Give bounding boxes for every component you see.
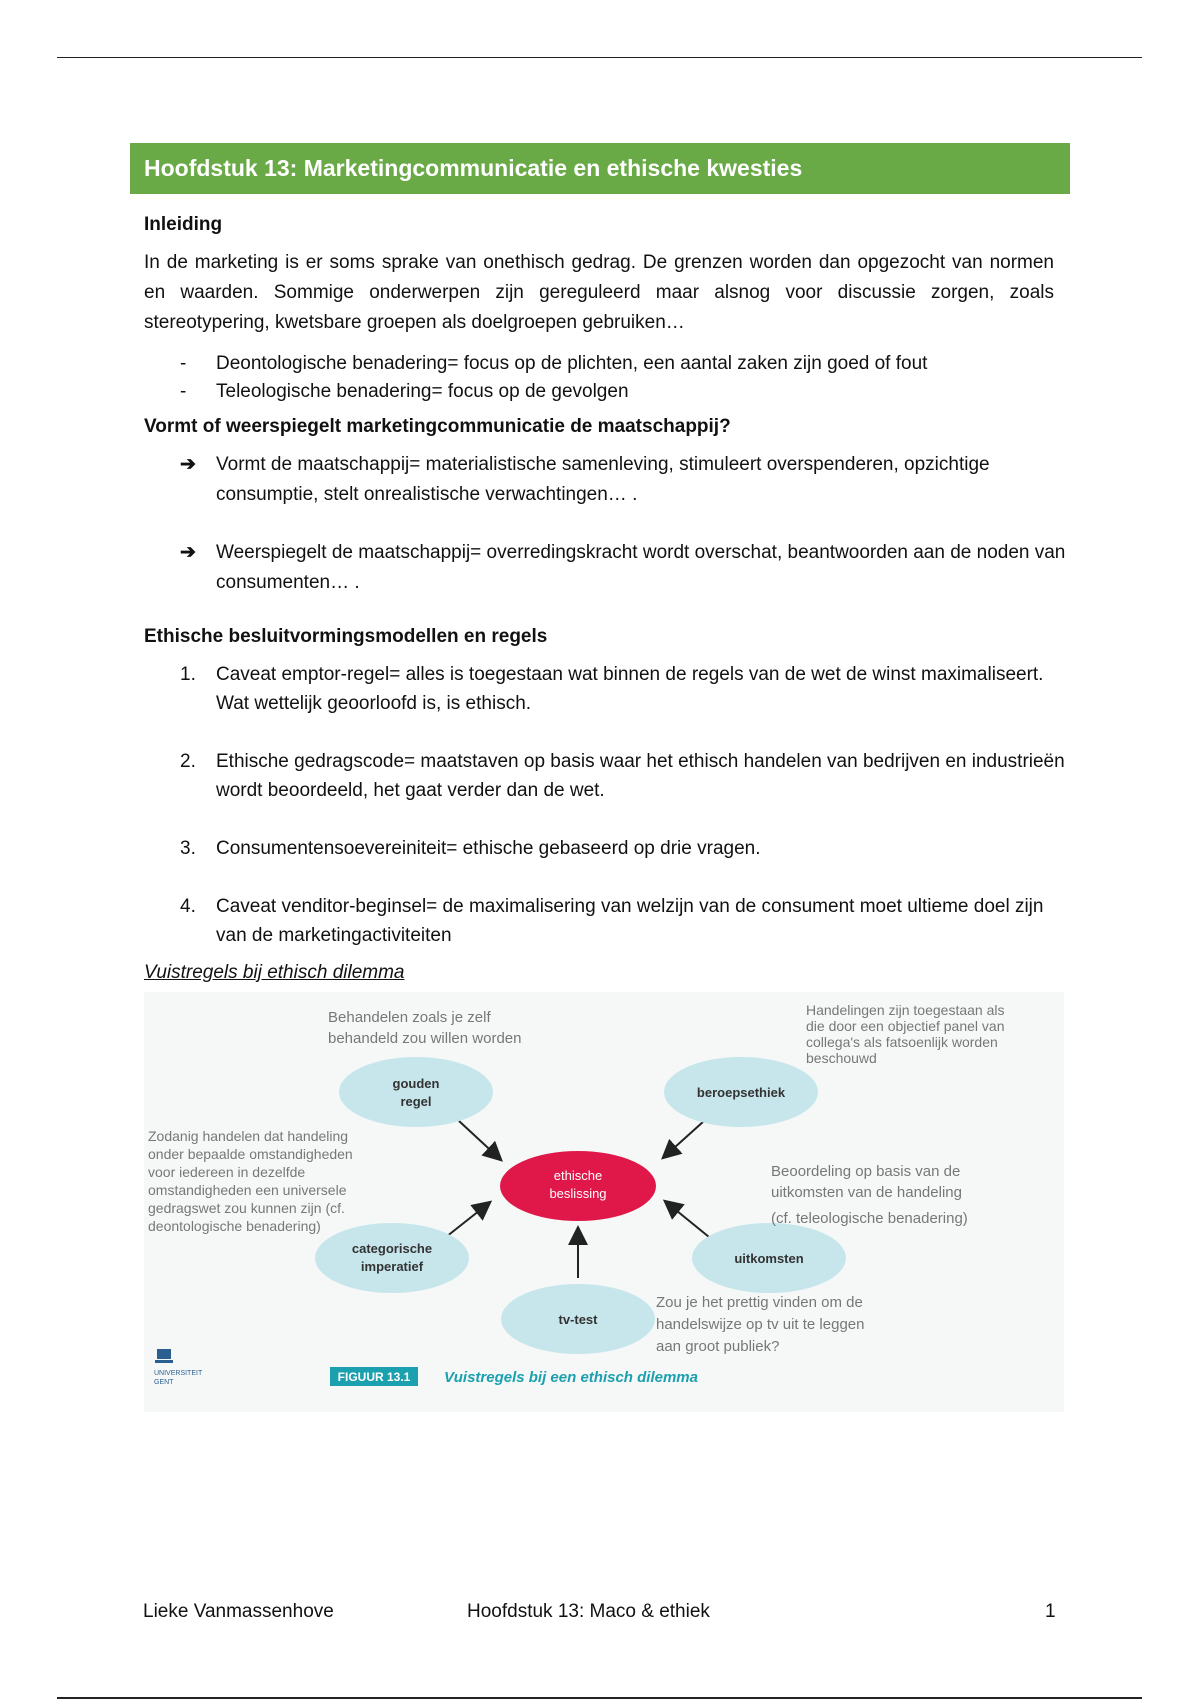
models-heading: Ethische besluitvormingsmodellen en regels <box>144 626 548 647</box>
intro-bullets <box>130 350 1070 406</box>
svg-text:onder bepaalde omstandigheden: onder bepaalde omstandigheden <box>148 1146 353 1162</box>
intro-paragraph: In de marketing is er soms sprake van onethisch gedrag. De grenzen worden dan opgezocht van normen en waarden. Sommige onderwerpen zijn gereguleerd maar alsnog voor discussie zorgen, zoals stereotypering, kwetsbare groepen als doelgroepen gebruiken… <box>144 252 1054 333</box>
svg-text:behandeld zou willen worden: behandeld zou willen worden <box>328 1030 522 1047</box>
note-tvtest <box>656 1294 864 1355</box>
note-gouden <box>328 1009 521 1047</box>
svg-text:die door een objectief panel v: die door een objectief panel van <box>806 1018 1005 1034</box>
arrow-gouden <box>459 1121 500 1159</box>
arrow-beroeps <box>664 1121 704 1157</box>
node-gouden-label-2: regel <box>400 1094 432 1109</box>
note-beroeps <box>806 1002 1004 1066</box>
node-tvtest-label: tv-test <box>558 1312 598 1327</box>
svg-text:Zodanig handelen dat handeling: Zodanig handelen dat handeling <box>148 1128 349 1144</box>
list-item: - Teleologische benadering= focus op de gevolgen <box>180 381 629 402</box>
society-list <box>130 450 1070 598</box>
svg-text:Handelingen zijn toegestaan al: Handelingen zijn toegestaan als <box>806 1002 1005 1018</box>
svg-text:Behandelen zoals je zelf: Behandelen zoals je zelf <box>328 1009 491 1026</box>
svg-text:Zou je het prettig vinden om d: Zou je het prettig vinden om de <box>656 1294 863 1311</box>
arrow-categorisch <box>446 1203 489 1237</box>
node-categorisch-label-1: categorische <box>351 1241 433 1256</box>
figure-caption: Vuistregels bij een ethisch dilemma <box>444 1369 698 1386</box>
list-item: 3. Consumentensoevereiniteit= ethische gebaseerd op drie vragen. <box>180 838 761 859</box>
list-item: - Deontologische benadering= focus op de plichten, een aantal zaken zijn goed of fout <box>180 353 928 374</box>
svg-text:voor iedereen in dezelfde: voor iedereen in dezelfde <box>148 1164 306 1180</box>
arrow-uitkomsten <box>666 1202 709 1237</box>
rules-heading: Vuistregels bij ethisch dilemma <box>144 962 405 983</box>
list-item: 4. Caveat venditor-beginsel= de maximalisering van welzijn van de consument moet ultieme doel zijn van de marketingactiviteiten <box>180 896 1044 946</box>
node-categorisch-label-2: imperatief <box>360 1259 424 1274</box>
list-item: ➔ Weerspiegelt de maatschappij= overredingskracht wordt overschat, beantwoorden aan de noden van consumenten… . <box>130 538 1066 598</box>
svg-text:omstandigheden een universele: omstandigheden een universele <box>148 1182 347 1198</box>
arrow-icon: ➔ <box>180 542 196 563</box>
footer-author: Lieke Vanmassenhove <box>143 1601 334 1622</box>
node-categorische-imperatief <box>315 1223 469 1293</box>
svg-text:uitkomsten van de handeling: uitkomsten van de handeling <box>771 1184 962 1201</box>
logo-mark <box>157 1349 171 1359</box>
note-uitkomsten <box>771 1163 968 1227</box>
svg-text:UNIVERSITEIT: UNIVERSITEIT <box>154 1370 203 1377</box>
ethical-dilemma-figure <box>144 992 1064 1412</box>
document-body <box>130 143 1070 1412</box>
svg-text:handelswijze op tv uit te legg: handelswijze op tv uit te leggen <box>656 1316 865 1333</box>
center-label-1: ethische <box>553 1168 603 1183</box>
note-categorisch <box>148 1128 353 1234</box>
diagram-svg <box>144 992 1064 1412</box>
center-label-2: beslissing <box>549 1186 607 1201</box>
footer-title: Hoofdstuk 13: Maco & ethiek <box>467 1601 710 1622</box>
models-list <box>130 660 1070 950</box>
society-heading: Vormt of weerspiegelt marketingcommunicatie de maatschappij? <box>144 416 731 437</box>
header-rule <box>57 57 1142 58</box>
intro-heading: Inleiding <box>144 214 223 235</box>
svg-text:deontologische benadering): deontologische benadering) <box>148 1218 321 1234</box>
arrow-icon: ➔ <box>180 454 196 475</box>
footer-rule <box>57 1697 1142 1699</box>
page-number: 1 <box>1045 1601 1056 1622</box>
university-logo <box>154 1349 203 1386</box>
node-gouden-label-1: gouden <box>392 1076 440 1091</box>
svg-text:collega's als fatsoenlijk word: collega's als fatsoenlijk worden <box>806 1034 998 1050</box>
figure-label: FIGUUR 13.1 <box>337 1370 411 1384</box>
svg-text:beschouwd: beschouwd <box>806 1050 877 1066</box>
svg-text:(cf. teleologische benadering): (cf. teleologische benadering) <box>771 1210 968 1227</box>
node-beroeps-label: beroepsethiek <box>696 1085 786 1100</box>
svg-text:GENT: GENT <box>154 1379 174 1386</box>
node-uitkomsten-label: uitkomsten <box>734 1251 804 1266</box>
list-item: 1. Caveat emptor-regel= alles is toegestaan wat binnen de regels van de wet de winst maximaliseert. Wat wettelijk geoorloofd is, is ethisch. <box>180 664 1044 714</box>
svg-text:gedragswet zou kunnen zijn (cf: gedragswet zou kunnen zijn (cf. <box>148 1200 345 1216</box>
node-gouden-regel <box>339 1057 493 1127</box>
chapter-title: Hoofdstuk 13: Marketingcommunicatie en ethische kwesties <box>130 143 1070 194</box>
svg-text:aan groot publiek?: aan groot publiek? <box>656 1338 780 1355</box>
list-item: 2. Ethische gedragscode= maatstaven op basis waar het ethisch handelen van bedrijven en industrieën wordt beoordeeld, het gaat verder dan de wet. <box>180 751 1065 801</box>
list-item: ➔ Vormt de maatschappij= materialistische samenleving, stimuleert overspenderen, opzichtige consumptie, stelt onrealistische verwachtingen… . <box>130 450 1066 510</box>
svg-text:Beoordeling op basis van de: Beoordeling op basis van de <box>771 1163 961 1180</box>
